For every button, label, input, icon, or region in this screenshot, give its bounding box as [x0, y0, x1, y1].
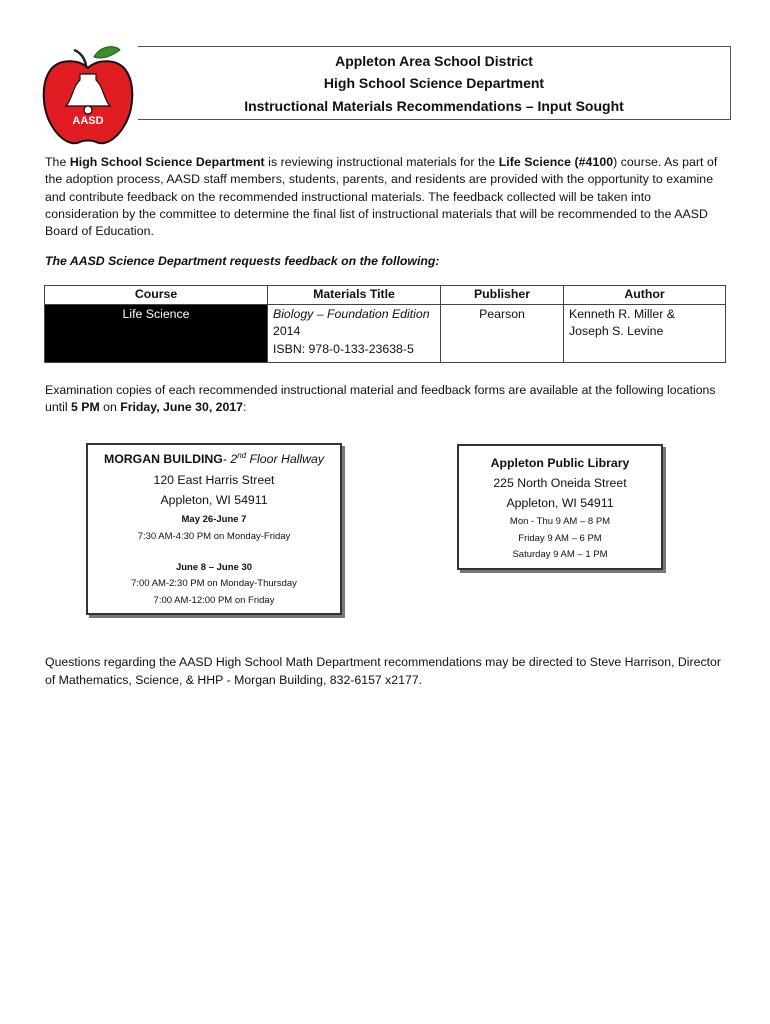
cell-course: Life Science — [45, 304, 268, 363]
logo-text: AASD — [72, 115, 104, 127]
leaf-icon — [94, 47, 120, 58]
morgan-hours-2b: 7:00 AM-12:00 PM on Friday — [153, 595, 275, 606]
library-hours-3: Saturday 9 AM – 1 PM — [512, 549, 608, 560]
library-city: Appleton, WI 54911 — [506, 496, 614, 510]
col-header-title: Materials Title — [268, 286, 441, 305]
morgan-city: Appleton, WI 54911 — [160, 493, 268, 507]
col-header-publisher: Publisher — [441, 286, 564, 305]
examination-paragraph: Examination copies of each recommended instructional material and feedback forms are available at the following locations until 5 PM on Friday, June 30, 2017: — [45, 383, 716, 415]
cell-publisher: Pearson — [441, 304, 564, 363]
morgan-period-1: May 26-June 7 — [181, 514, 247, 525]
document-title: Instructional Materials Recommendations – Input Sought — [244, 98, 624, 114]
cell-author: Kenneth R. Miller & Joseph S. Levine — [564, 304, 726, 363]
cell-materials-title: Biology – Foundation Edition 2014 ISBN: 978-0-133-23638-5 — [268, 304, 441, 363]
materials-table — [44, 285, 726, 363]
library-hours-2: Friday 9 AM – 6 PM — [518, 533, 602, 544]
library-street: 225 North Oneida Street — [493, 476, 627, 490]
questions-paragraph: Questions regarding the AASD High School Math Department recommendations may be directed to Steve Harrison, Director of Mathematics, Science, & HHP - Morgan Building, 832-6157 x2177. — [45, 655, 721, 687]
request-heading: The AASD Science Department requests feedback on the following: — [45, 254, 440, 268]
col-header-course: Course — [45, 286, 268, 305]
table-row — [45, 304, 726, 363]
morgan-street: 120 East Harris Street — [153, 473, 275, 487]
department-name: High School Science Department — [323, 75, 545, 91]
intro-paragraph: The High School Science Department is reviewing instructional materials for the Life Science (#4100) course. As part of the adoption process, AASD staff members, students, parents, and residents are provided with the opportunity to examine and contribute feedback on the recommended instructional materials. The feedback collected will be taken into consideration by the committee to determine the final list of instructional materials that will be recommended to the AASD Board of Education. — [45, 155, 718, 239]
morgan-hours-2a: 7:00 AM-2:30 PM on Monday-Thursday — [131, 578, 297, 589]
library-name: Appleton Public Library — [490, 456, 630, 470]
aasd-apple-logo — [40, 44, 136, 148]
library-location — [457, 444, 663, 570]
library-hours-1: Mon - Thu 9 AM – 8 PM — [509, 516, 611, 527]
header-title-box — [138, 46, 731, 120]
table-header-row — [45, 286, 726, 305]
morgan-period-2: June 8 – June 30 — [175, 562, 253, 573]
district-name: Appleton Area School District — [335, 53, 533, 69]
col-header-author: Author — [564, 286, 726, 305]
morgan-hours-1: 7:30 AM-4:30 PM on Monday-Friday — [137, 531, 291, 542]
morgan-name-line: MORGAN BUILDING- 2nd Floor Hallway — [103, 450, 325, 466]
morgan-building-location — [86, 443, 342, 615]
